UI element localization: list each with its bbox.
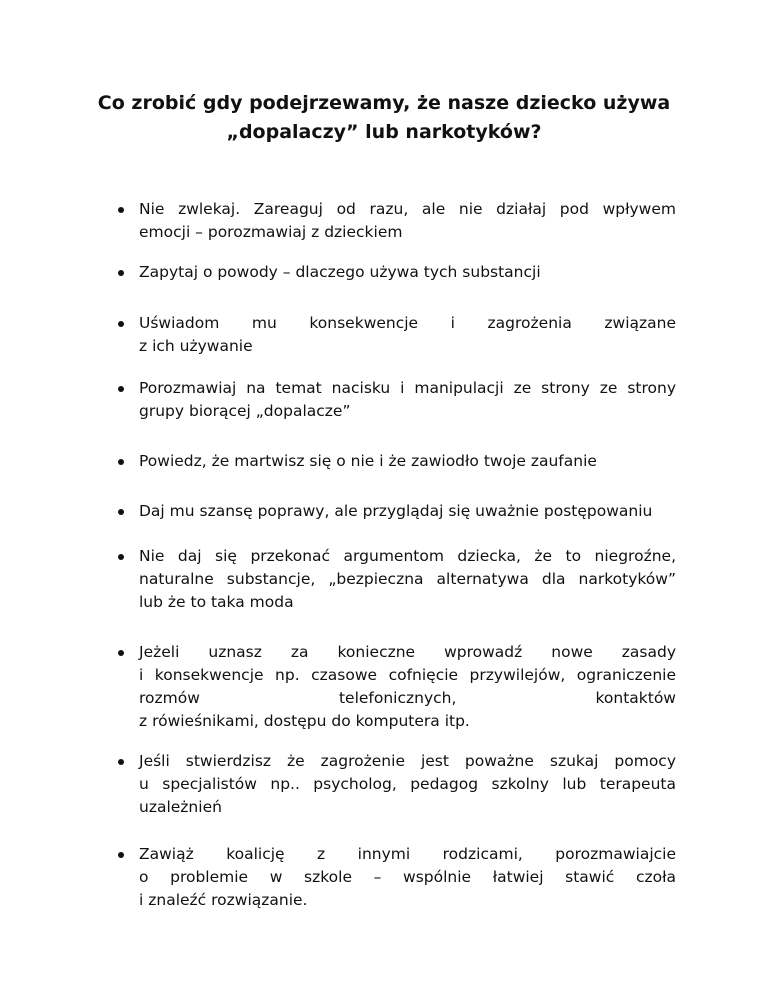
list-item [139,312,676,358]
list-item [139,198,676,244]
list-item [139,545,676,614]
list-item [139,641,676,733]
list-item-line: Nie daj się przekonać argumentom dziecka, że to niegroźne, [139,547,676,565]
bullet-icon [118,321,124,327]
list-item-line: z rówieśnikami, dostępu do komputera itp. [139,712,470,730]
list-item-line: Jeśli stwierdzisz że zagrożenie jest poważne szukaj pomocy [139,752,676,770]
page-title-line-1: Co zrobić gdy podejrzewamy, że nasze dziecko używa [97,92,671,114]
list-item-line: Zapytaj o powody – dlaczego używa tych substancji [139,263,541,281]
list-item-line: u specjalistów np.. psycholog, pedagog szkolny lub terapeuta [139,775,676,793]
bullet-icon [118,554,124,560]
bullet-icon [118,386,124,392]
bullet-icon [118,459,124,465]
bullet-icon [118,650,124,656]
list-item-line: Nie zwlekaj. Zareaguj od razu, ale nie działaj pod wpływem [139,200,676,218]
bullet-icon [118,852,124,858]
list-item-line: Daj mu szansę poprawy, ale przyglądaj się uważnie postępowaniu [139,502,653,520]
list-item-line: i konsekwencje np. czasowe cofnięcie przywilejów, ograniczenie [139,666,676,684]
bullet-icon [118,207,124,213]
bullet-icon [118,270,124,276]
list-item-line: o problemie w szkole – wspólnie łatwiej stawić czoła [139,868,676,886]
list-item-line: uzależnień [139,798,222,816]
list-item-line: Zawiąż koalicję z innymi rodzicami, porozmawiajcie [139,845,676,863]
list-item-line: grupy biorącej „dopalacze” [139,402,351,420]
list-item [139,261,676,284]
list-item-line: rozmów telefonicznych, kontaktów [139,689,676,707]
list-item-line: emocji – porozmawiaj z dzieckiem [139,223,403,241]
page-title [60,89,708,147]
list-item-line: Porozmawiaj na temat nacisku i manipulacji ze strony ze strony [139,379,676,397]
list-item [139,500,676,523]
list-item [139,843,676,912]
list-item [139,377,676,423]
list-item-line: i znaleźć rozwiązanie. [139,891,308,909]
bullet-icon [118,509,124,515]
list-item [139,750,676,819]
list-item-line: naturalne substancje, „bezpieczna alternatywa dla narkotyków” [139,570,676,588]
list-item-line: Jeżeli uznasz za konieczne wprowadź nowe zasady [139,643,676,661]
list-item-line: Uświadom mu konsekwencje i zagrożenia związane [139,314,676,332]
list-item-line: Powiedz, że martwisz się o nie i że zawiodło twoje zaufanie [139,452,597,470]
list-item-line: lub że to taka moda [139,593,294,611]
list-item-line: z ich używanie [139,337,253,355]
page-title-line-2: „dopalaczy” lub narkotyków? [226,121,542,143]
list-item [139,450,676,473]
bullet-icon [118,759,124,765]
